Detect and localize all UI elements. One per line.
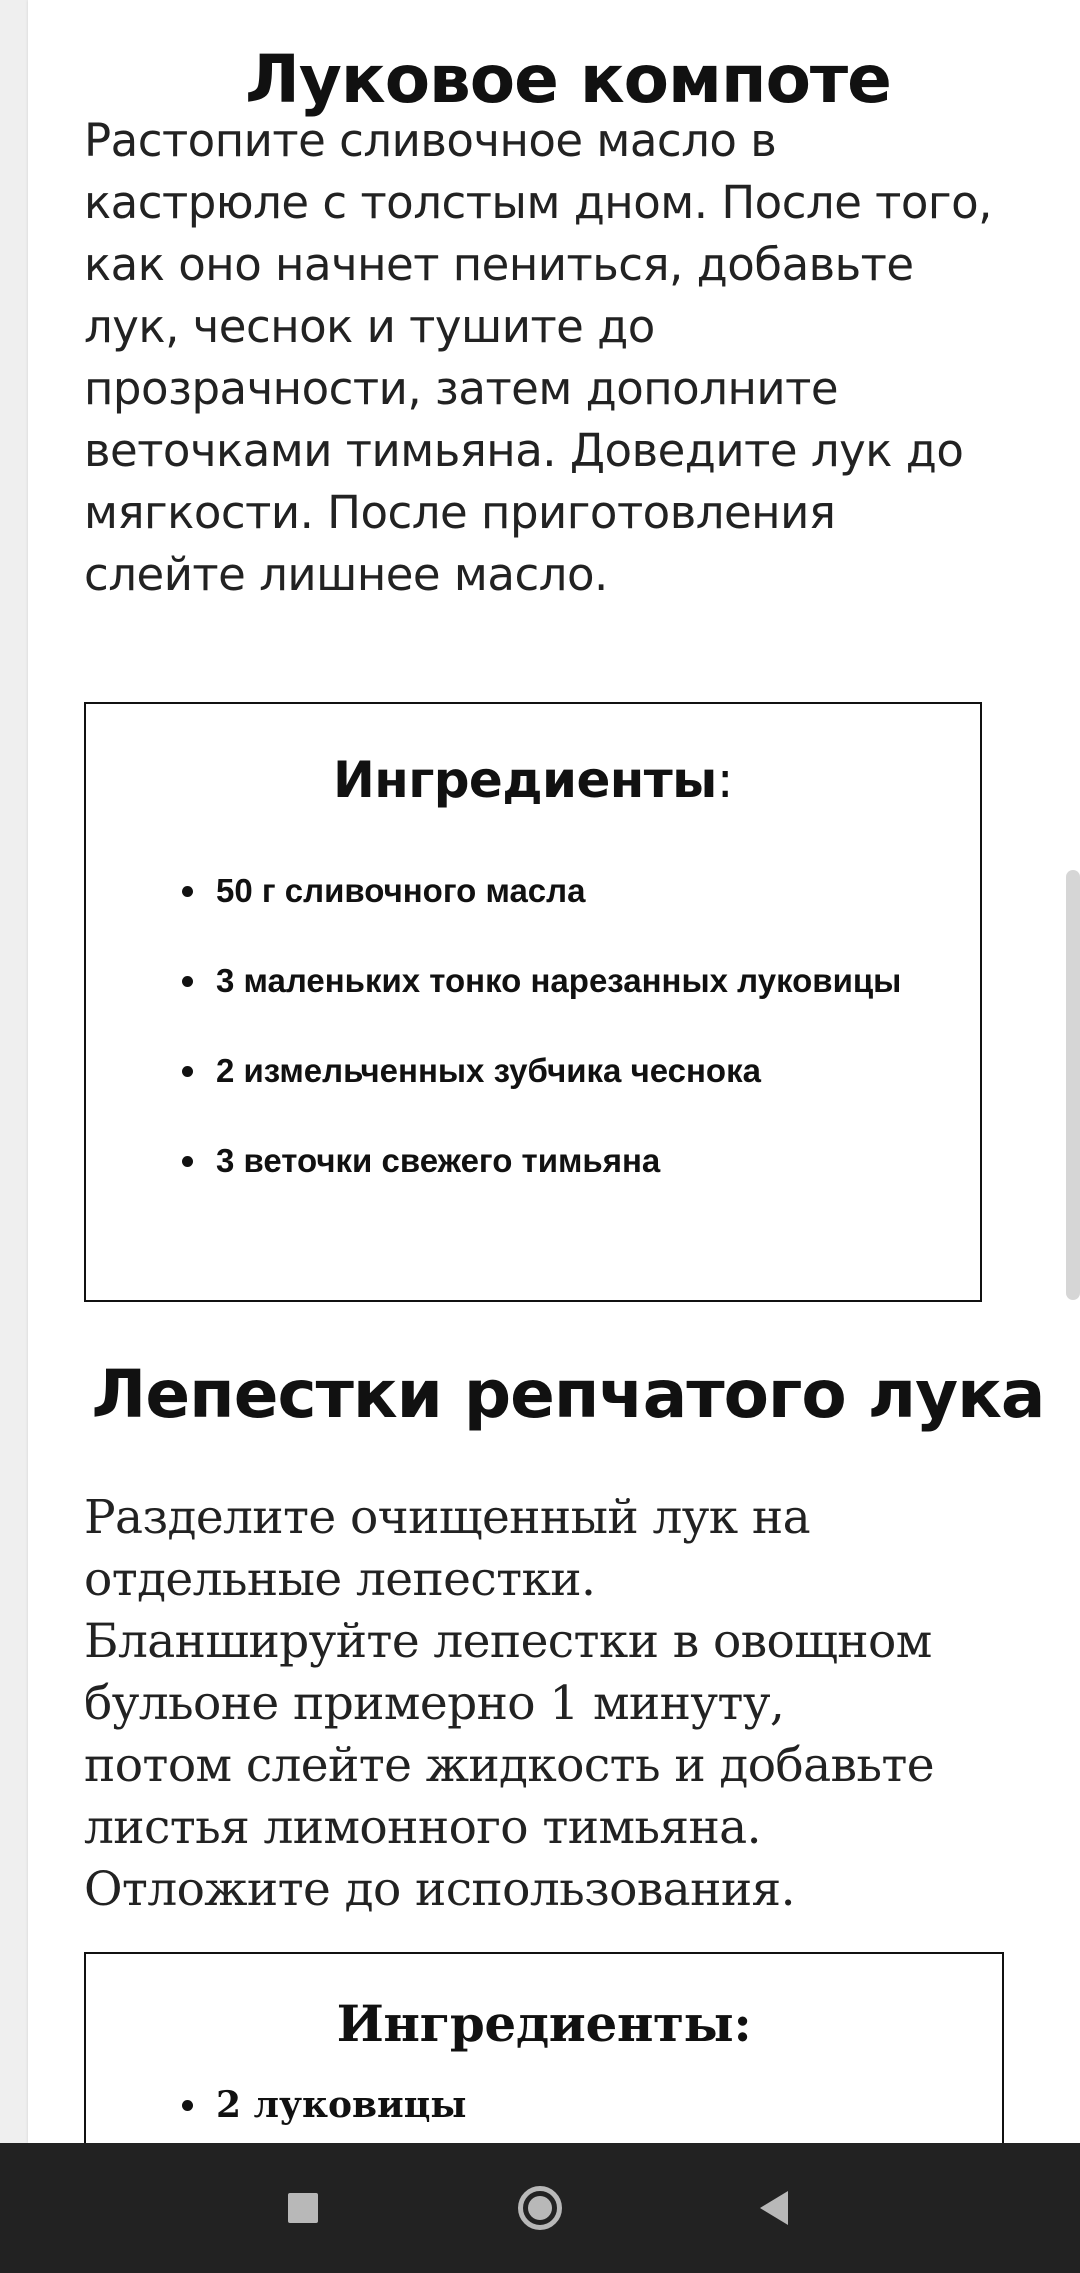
ingredients-heading-text: Ингредиенты bbox=[333, 751, 717, 809]
ingredient-text: 3 маленьких тонко нарезанных луковицы bbox=[216, 962, 902, 999]
scrollbar[interactable] bbox=[1066, 870, 1080, 1300]
back-button[interactable] bbox=[714, 2143, 834, 2273]
list-item bbox=[216, 1116, 980, 1206]
section-paragraph-compote bbox=[84, 110, 1044, 606]
circle-icon bbox=[518, 2186, 562, 2230]
ingredient-text: 3 веточки свежего тимьяна bbox=[216, 1142, 661, 1179]
bullet-icon bbox=[182, 976, 193, 987]
bullet-icon bbox=[182, 1156, 193, 1167]
home-button[interactable] bbox=[480, 2143, 600, 2273]
bullet-icon bbox=[182, 2100, 193, 2111]
list-item bbox=[216, 1026, 980, 1116]
paragraph-line: бульоне примерно 1 минуту, bbox=[84, 1676, 785, 1731]
ingredients-heading: Ингредиенты: bbox=[336, 1994, 752, 2053]
paragraph-line: потом слейте жидкость и добавьте bbox=[84, 1738, 935, 1793]
paragraph-line: листья лимонного тимьяна. bbox=[84, 1800, 761, 1855]
paragraph-line: отдельные лепестки. bbox=[84, 1552, 596, 1607]
paragraph-line: как оно начнет пениться, добавьте bbox=[84, 238, 914, 291]
triangle-back-icon bbox=[760, 2191, 788, 2225]
paragraph-line: лук, чеснок и тушите до bbox=[84, 300, 655, 353]
list-item bbox=[216, 846, 980, 936]
ingredients-list bbox=[216, 2070, 1002, 2140]
paragraph-line: прозрачности, затем дополните bbox=[84, 362, 839, 415]
article-page[interactable] bbox=[28, 0, 1080, 2143]
ingredients-list bbox=[216, 846, 980, 1206]
ingredient-text: 50 г сливочного масла bbox=[216, 872, 586, 909]
ingredients-heading-colon: : bbox=[716, 751, 733, 809]
paragraph-line: слейте лишнее масло. bbox=[84, 548, 608, 601]
system-navigation-bar bbox=[0, 2143, 1080, 2273]
paragraph-line: Бланшируйте лепестки в овощном bbox=[84, 1614, 932, 1669]
ingredients-heading bbox=[86, 744, 980, 816]
bullet-icon bbox=[182, 1066, 193, 1077]
paragraph-line: Отложите до использования. bbox=[84, 1862, 795, 1917]
paragraph-line: веточками тимьяна. Доведите лук до bbox=[84, 424, 964, 477]
ingredients-box-compote bbox=[84, 702, 982, 1302]
list-item bbox=[216, 2070, 1002, 2140]
bullet-icon bbox=[182, 886, 193, 897]
paragraph-line: Растопите сливочное масло в bbox=[84, 114, 777, 167]
square-icon bbox=[288, 2193, 318, 2223]
paragraph-line: Разделите очищенный лук на bbox=[84, 1490, 811, 1545]
paragraph-line: кастрюле с толстым дном. После того, bbox=[84, 176, 992, 229]
list-item bbox=[216, 936, 980, 1026]
ingredient-text: 2 луковицы bbox=[216, 2084, 467, 2126]
ingredient-text: 2 измельченных зубчика чеснока bbox=[216, 1052, 761, 1089]
section-title-onion-petals: Лепестки репчатого лука bbox=[91, 1356, 1045, 1433]
section-paragraph-petals bbox=[84, 1487, 1044, 1921]
paragraph-line: мягкости. После приготовления bbox=[84, 486, 836, 539]
recents-button[interactable] bbox=[243, 2143, 363, 2273]
section-title-onion-compote: Луковое компоте bbox=[245, 41, 891, 118]
